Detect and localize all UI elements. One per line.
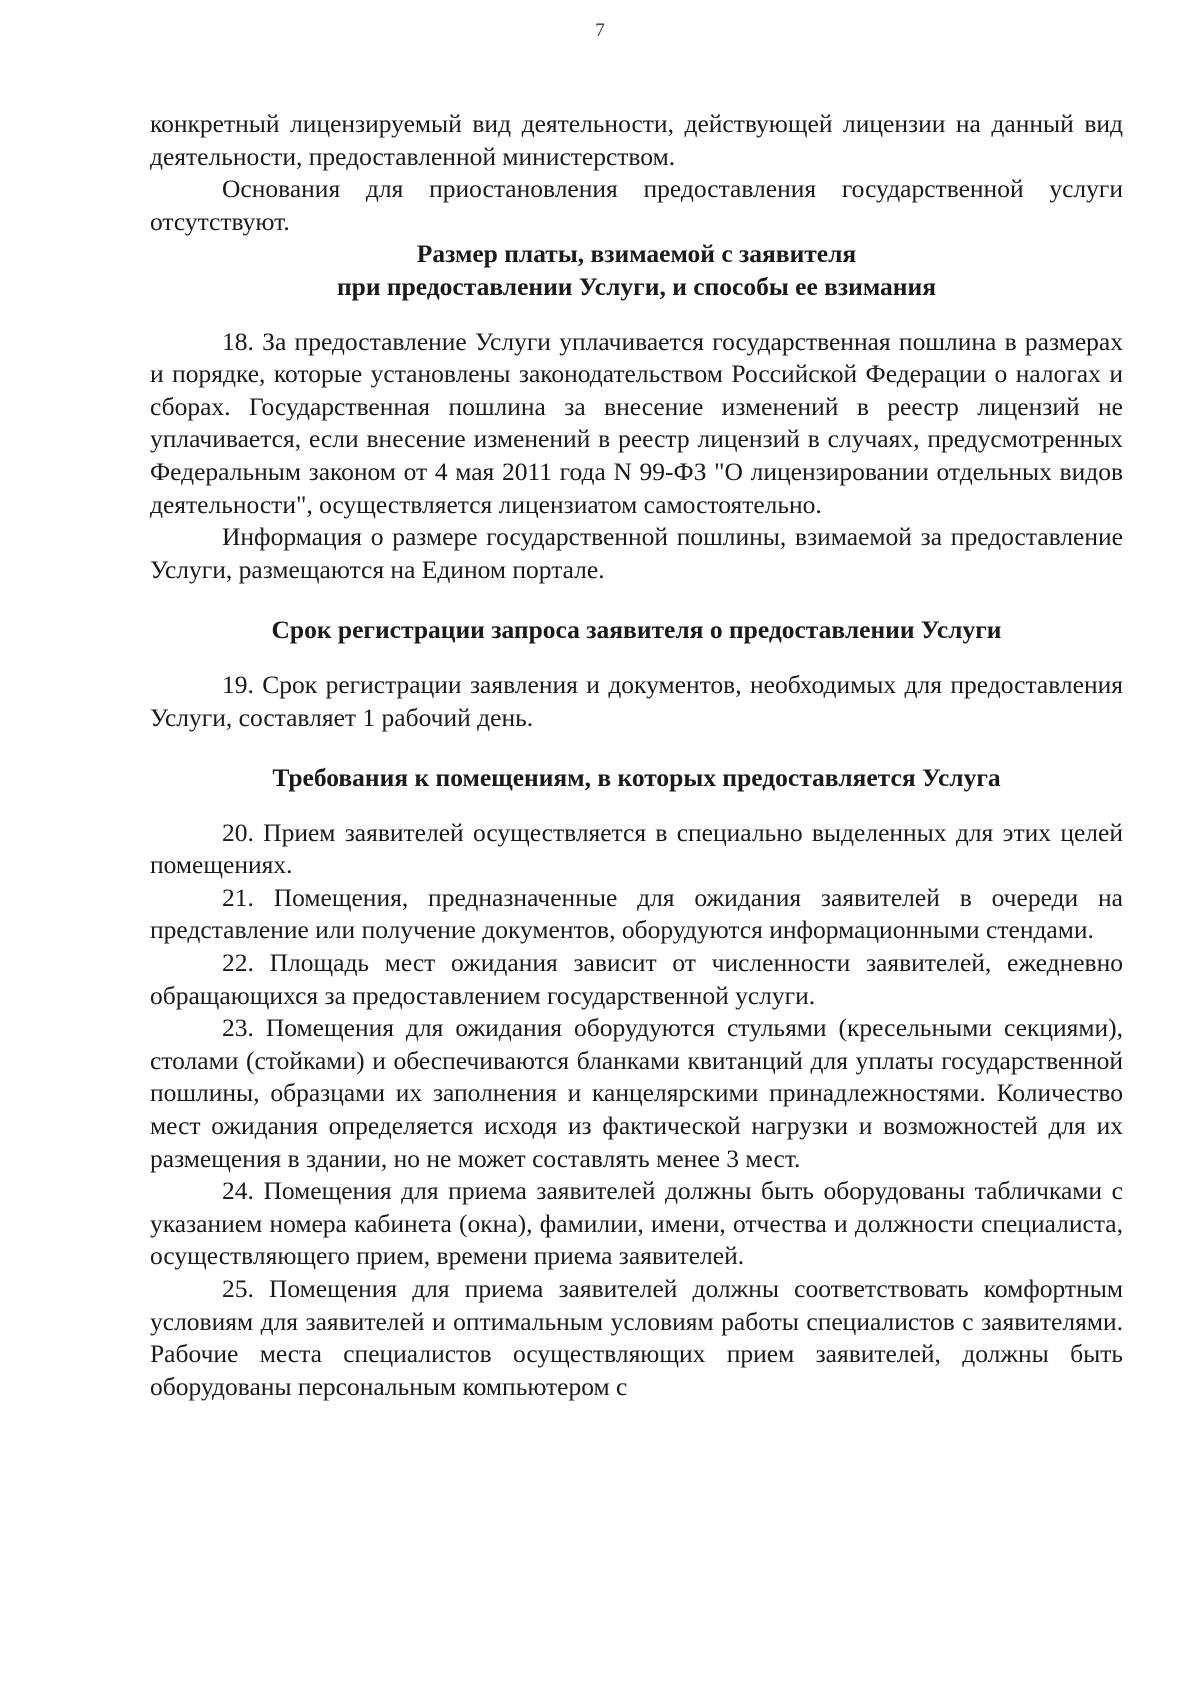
spacer (150, 304, 1123, 326)
paragraph-24: 24. Помещения для приема заявителей должны быть оборудованы табличками с указанием номера кабинета (окна), фамилии, имени, отчества и должности специалиста, осуществляющего прием, времени приема заявителей. (150, 1176, 1123, 1271)
heading-fee-line-2: при предоставлении Услуги, и способы ее взимания (336, 271, 936, 301)
spacer (150, 586, 1123, 614)
heading-registration: Срок регистрации запроса заявителя о предоставлении Услуги (271, 615, 1002, 645)
document-body (150, 108, 1123, 1403)
paragraph-18: 18. За предоставление Услуги уплачивается государственная пошлина в размерах и порядке, которые установлены законодательством Российской Федерации о налогах и сборах. Государственная пошлина за внесение изменений в реестр лицензий не уплачивается, если внесение изменений в реестр лицензий в случаях, предусмотренных Федеральным законом от 4 мая 2011 года N 99-ФЗ "О лицензировании отдельных видов деятельности", осуществляется лицензиатом самостоятельно. (150, 326, 1123, 519)
heading-fee-line-1: Размер платы, взимаемой с заявителя (416, 239, 857, 269)
page-number: 7 (595, 20, 605, 41)
heading-rooms: Требования к помещениям, в которых предоставляется Услуга (272, 763, 1001, 793)
paragraph-20: 20. Прием заявителей осуществляется в специально выделенных для этих целей помещениях. (150, 817, 1123, 880)
spacer (150, 734, 1123, 762)
paragraph-18-info: Информация о размере государственной пошлины, взимаемой за предоставление Услуги, размещаются на Едином портале. (150, 522, 1123, 584)
paragraph-19: 19. Срок регистрации заявления и документов, необходимых для предоставления Услуги, составляет 1 рабочий день. (150, 669, 1123, 732)
paragraph-grounds: Основания для приостановления предоставления государственной услуги отсутствуют. (150, 174, 1123, 236)
paragraph-23: 23. Помещения для ожидания оборудуются стульями (кресельными секциями), столами (стойками) и обеспечиваются бланками квитанций для уплаты государственной пошлины, образцами их заполнения и канцелярскими принадлежностями. Количество мест ожидания определяется исходя из фактической нагрузки и возможностей для их размещения в здании, но не может составлять менее 3 мест. (150, 1013, 1123, 1173)
paragraph-continuation: конкретный лицензируемый вид деятельности, действующей лицензии на данный вид деятельности, предоставленной министерством. (150, 109, 1123, 171)
spacer (150, 647, 1123, 669)
paragraph-22: 22. Площадь мест ожидания зависит от численности заявителей, ежедневно обращающихся за предоставлением государственной услуги. (150, 948, 1123, 1010)
spacer (150, 795, 1123, 817)
paragraph-21: 21. Помещения, предназначенные для ожидания заявителей в очереди на представление или получение документов, оборудуются информационными стендами. (150, 882, 1123, 945)
paragraph-25: 25. Помещения для приема заявителей должны соответствовать комфортным условиям для заявителей и оптимальным условиям работы специалистов с заявителями. Рабочие места специалистов осуществляющих прием заявителей, должны быть оборудованы персональным компьютером с (150, 1274, 1123, 1401)
